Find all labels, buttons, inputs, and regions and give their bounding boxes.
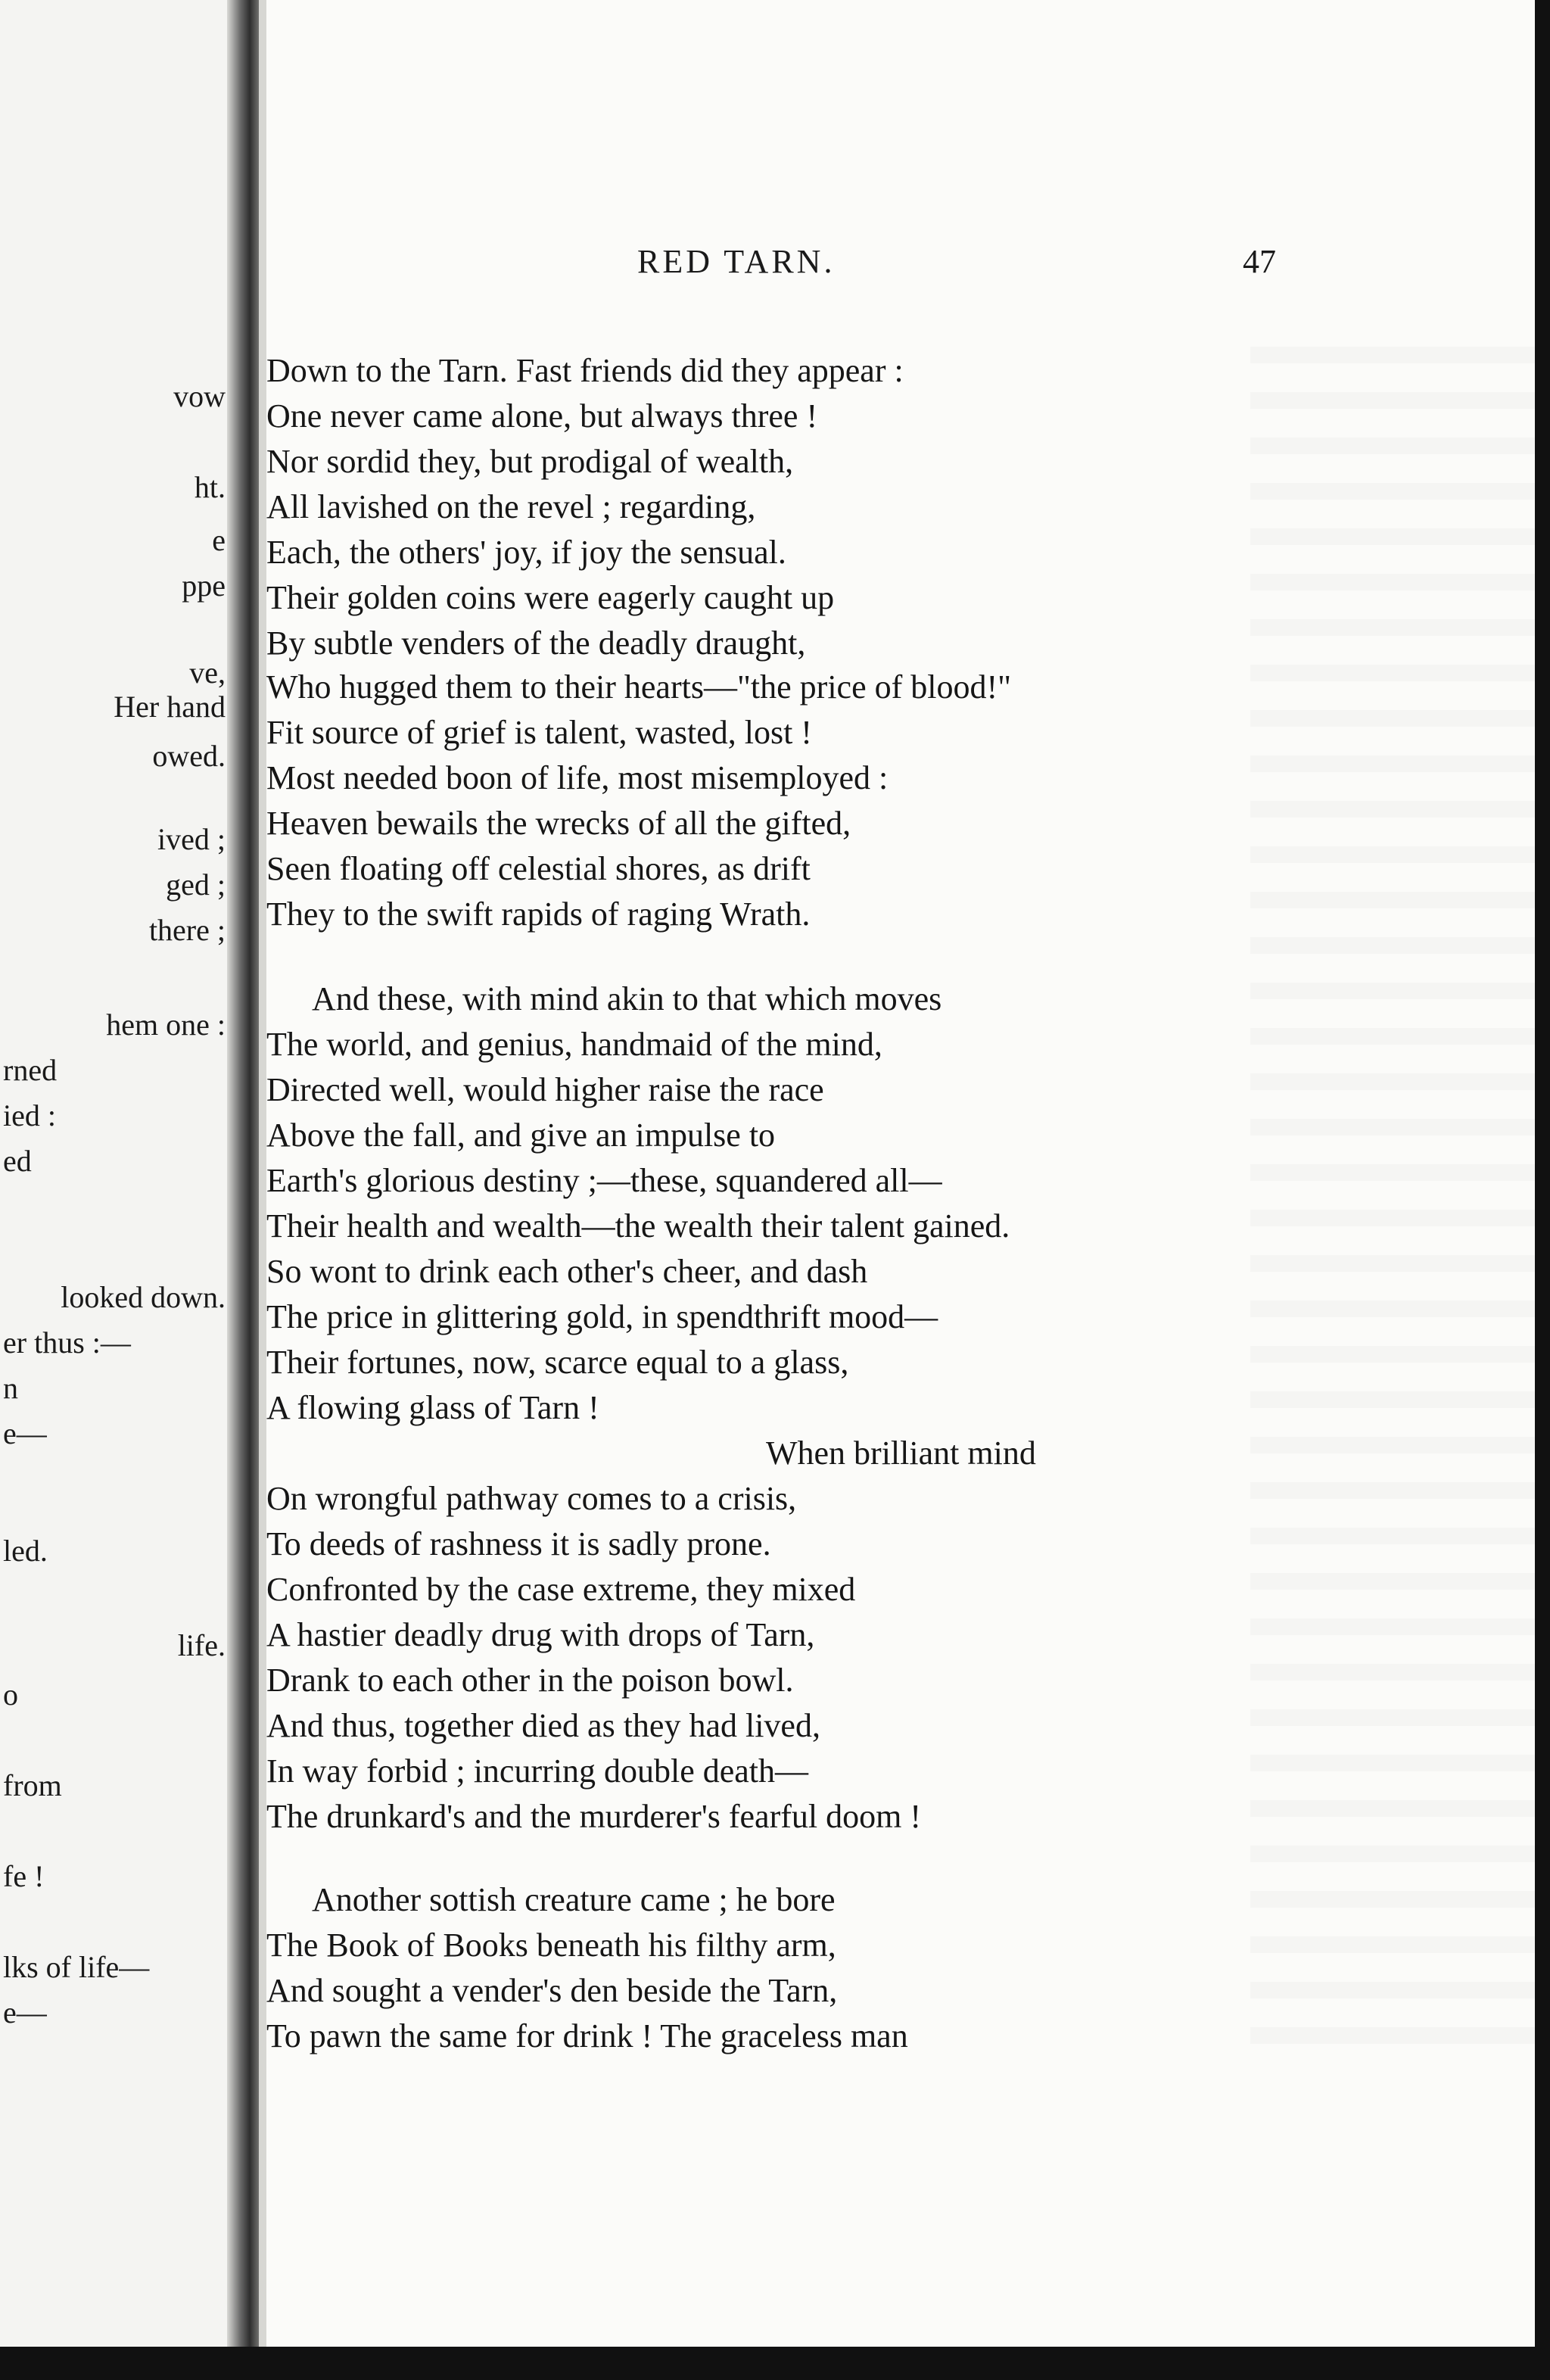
verse-line: The price in glittering gold, in spendthrift mood— xyxy=(266,1298,938,1335)
left-page-line: life. xyxy=(177,1628,226,1662)
verse-line: A hastier deadly drug with drops of Tarn, xyxy=(266,1616,815,1653)
verse-line: The Book of Books beneath his filthy arm, xyxy=(266,1927,836,1964)
verse-line: When brilliant mind xyxy=(766,1435,1036,1472)
left-page-line: e xyxy=(212,523,226,557)
verse-line: Down to the Tarn. Fast friends did they appear : xyxy=(266,352,904,389)
left-page-line: looked down. xyxy=(61,1280,226,1314)
left-page-line: hem one : xyxy=(106,1008,226,1042)
verse-line: To deeds of rashness it is sadly prone. xyxy=(266,1525,771,1562)
page-number: 47 xyxy=(1243,243,1276,280)
left-page-line: Her hand xyxy=(114,690,226,724)
gutter-edge xyxy=(259,0,266,2347)
left-page-line: o xyxy=(3,1678,18,1712)
verse-line: Most needed boon of life, most misemployed : xyxy=(266,759,889,796)
running-title: RED TARN. xyxy=(637,243,836,280)
verse-line: Their health and wealth—the wealth their talent gained. xyxy=(266,1207,1010,1245)
left-page-line: ived ; xyxy=(157,822,226,856)
verse-line: All lavished on the revel ; regarding, xyxy=(266,488,756,525)
verse-line: Their fortunes, now, scarce equal to a glass, xyxy=(266,1344,849,1381)
book-page xyxy=(266,0,1535,2347)
left-page-line: fe ! xyxy=(3,1859,45,1893)
left-page-line: there ; xyxy=(148,913,226,947)
verse-line: Their golden coins were eagerly caught up xyxy=(266,579,835,616)
verse-line: By subtle venders of the deadly draught, xyxy=(266,625,806,662)
running-head xyxy=(266,242,1535,288)
left-page-line: ppe xyxy=(182,569,226,603)
left-page-line: ve, xyxy=(189,656,226,690)
scan-border-bottom xyxy=(0,2347,1550,2380)
verse-line: So wont to drink each other's cheer, and dash xyxy=(266,1253,868,1290)
verse-line: To pawn the same for drink ! The graceless man xyxy=(266,2017,908,2054)
left-page-line: vow xyxy=(173,379,226,413)
verse-line: One never came alone, but always three ! xyxy=(266,397,818,435)
verse-line: On wrongful pathway comes to a crisis, xyxy=(266,1480,797,1517)
verse-line: Each, the others' joy, if joy the sensual. xyxy=(266,534,786,571)
verse-line: They to the swift rapids of raging Wrath. xyxy=(266,896,811,933)
verse-line: Heaven bewails the wrecks of all the gifted, xyxy=(266,805,851,842)
left-page-line: ht. xyxy=(194,470,226,504)
left-page-line: ed xyxy=(3,1144,32,1178)
verse-line: Nor sordid they, but prodigal of wealth, xyxy=(266,443,794,480)
verse-line: Who hugged them to their hearts—"the price of blood!" xyxy=(266,668,1012,706)
verse-line: And these, with mind akin to that which moves xyxy=(312,980,942,1017)
left-page-line: e— xyxy=(3,1995,47,2030)
verse-line: The drunkard's and the murderer's fearful doom ! xyxy=(266,1798,921,1835)
show-through-shading xyxy=(1250,318,1535,2059)
verse-line: Above the fall, and give an impulse to xyxy=(266,1117,776,1154)
left-page-line: ged ; xyxy=(166,868,226,902)
verse-line: And thus, together died as they had lived, xyxy=(266,1707,820,1744)
verse-line: Drank to each other in the poison bowl. xyxy=(266,1662,794,1699)
scan-border-right xyxy=(1535,0,1550,2380)
left-page-line: er thus :— xyxy=(3,1326,131,1360)
left-page-line: ied : xyxy=(3,1098,56,1132)
verse-line: And sought a vender's den beside the Tarn, xyxy=(266,1972,838,2009)
verse-line: Confronted by the case extreme, they mixed xyxy=(266,1571,856,1608)
verse-line: Seen floating off celestial shores, as drift xyxy=(266,850,811,887)
verse-line: A flowing glass of Tarn ! xyxy=(266,1389,599,1426)
verse-line: The world, and genius, handmaid of the mind, xyxy=(266,1026,882,1063)
left-page-line: n xyxy=(3,1371,18,1405)
left-page-line: owed. xyxy=(152,739,226,773)
verse-line: Directed well, would higher raise the race xyxy=(266,1071,824,1108)
verse-line: Fit source of grief is talent, wasted, lost ! xyxy=(266,714,812,751)
verse-line: In way forbid ; incurring double death— xyxy=(266,1752,809,1790)
verse-line: Earth's glorious destiny ;—these, squandered all— xyxy=(266,1162,942,1199)
verse-line: Another sottish creature came ; he bore xyxy=(312,1881,836,1918)
previous-page-fragment xyxy=(0,0,235,2347)
left-page-line: lks of life— xyxy=(3,1950,150,1984)
left-page-line: led. xyxy=(3,1534,48,1568)
left-page-line: rned xyxy=(3,1053,58,1087)
left-page-line: from xyxy=(3,1768,62,1802)
left-page-line: e— xyxy=(3,1416,47,1450)
